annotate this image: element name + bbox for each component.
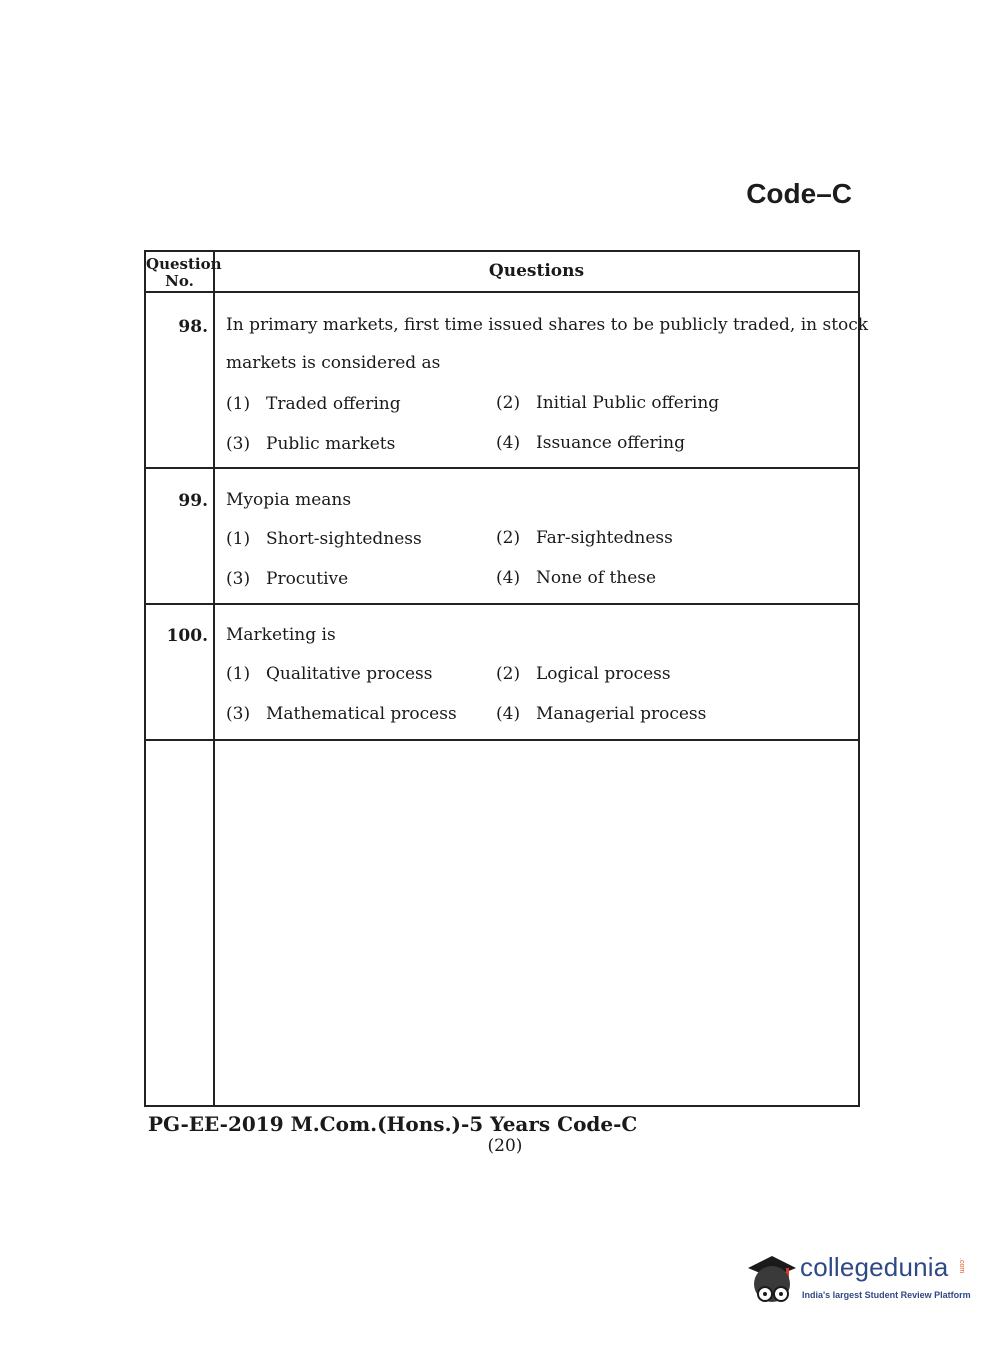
option-number: (3): [226, 704, 251, 724]
option-2: [496, 393, 719, 413]
questions-table: [144, 250, 869, 1107]
collegedunia-logo: [742, 1250, 972, 1310]
row-divider: [146, 739, 858, 741]
header-divider: [146, 291, 858, 293]
option-number: (4): [496, 433, 521, 453]
option-2: [496, 528, 673, 548]
column-divider: [213, 252, 215, 1105]
logo-tagline: India's largest Student Review Platform: [802, 1290, 971, 1300]
option-number: (1): [226, 664, 251, 684]
option-number: (3): [226, 434, 251, 454]
option-2: [496, 664, 671, 684]
option-4: [496, 704, 706, 724]
header-question-number-line2: No.: [165, 272, 194, 290]
option-number: (2): [496, 393, 521, 413]
option-number: (2): [496, 664, 521, 684]
logo-domain-suffix: .com: [958, 1258, 965, 1274]
option-text: Issuance offering: [536, 433, 685, 453]
header-questions: Questions: [488, 261, 585, 281]
question-number: 99.: [178, 491, 208, 511]
option-number: (4): [496, 568, 521, 588]
header-question-number-line1: Question: [146, 255, 222, 273]
page-number: (20): [487, 1136, 523, 1156]
option-3: [226, 434, 395, 454]
question-number: 100.: [166, 626, 208, 646]
row-divider: [146, 467, 858, 469]
option-3: [226, 569, 348, 589]
option-number: (1): [226, 529, 251, 549]
option-number: (1): [226, 394, 251, 414]
option-number: (2): [496, 528, 521, 548]
row-divider: [146, 603, 858, 605]
option-text: Managerial process: [536, 704, 707, 724]
option-3: [226, 704, 457, 724]
option-text: Far-sightedness: [536, 528, 673, 548]
mascot-icon: [742, 1250, 800, 1310]
option-number: (3): [226, 569, 251, 589]
option-text: Procutive: [266, 569, 349, 589]
option-text: Initial Public offering: [536, 393, 720, 413]
option-text: Traded offering: [266, 394, 401, 414]
option-1: [226, 529, 422, 549]
option-number: (4): [496, 704, 521, 724]
question-number: 98.: [178, 317, 208, 337]
option-text: Short-sightedness: [266, 529, 422, 549]
question-text: Marketing is: [226, 625, 336, 645]
option-1: [226, 664, 432, 684]
code-label: Code–C: [746, 178, 852, 209]
option-text: Qualitative process: [266, 664, 433, 684]
question-text: markets is considered as: [226, 353, 441, 373]
option-text: Public markets: [266, 434, 396, 454]
option-text: None of these: [536, 568, 657, 588]
option-1: [226, 394, 401, 414]
option-text: Mathematical process: [266, 704, 457, 724]
logo-wordmark: collegedunia: [800, 1252, 949, 1282]
option-text: Logical process: [536, 664, 671, 684]
option-4: [496, 433, 685, 453]
question-text: Myopia means: [226, 490, 352, 510]
question-text: In primary markets, first time issued shares to be publicly traded, in stock: [226, 315, 869, 335]
footer-title: PG-EE-2019 M.Com.(Hons.)-5 Years Code-C: [148, 1112, 638, 1136]
header-question-number: [146, 255, 222, 290]
option-4: [496, 568, 656, 588]
